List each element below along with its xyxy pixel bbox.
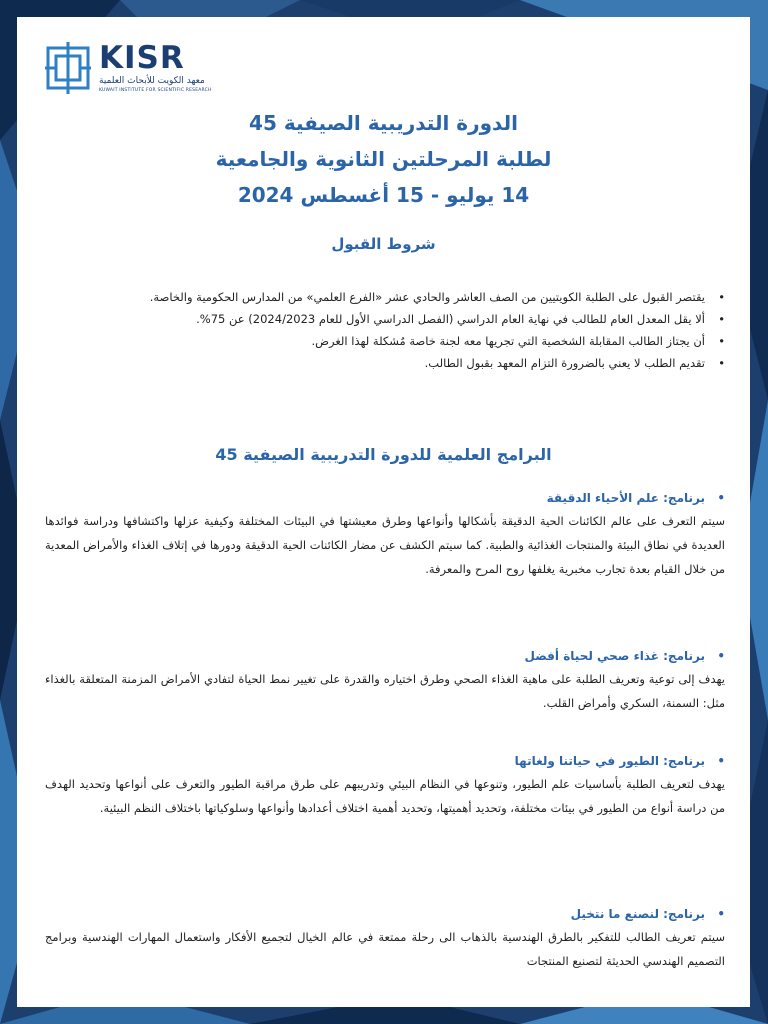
list-item: • أن يجتاز الطالب المقابلة الشخصية التي تجريها معه لجنة خاصة مُشكلة لهذا الغرض. — [45, 331, 725, 351]
title-dates: 14 يوليو - 15 أغسطس 2024 — [237, 183, 530, 207]
list-item: • ألا يقل المعدل العام للطالب في نهاية العام الدراسي (الفصل الدراسي الأول للعام 2024/2023) عن 75%. — [45, 309, 725, 329]
program-description: سيتم تعريف الطالب للتفكير بالطرق الهندسية بالذهاب الى رحلة ممتعة في عالم الخيال لتجميع الأفكار واستعمال المهارات الهندسية وبرامج التصميم الهندسي الحديثة لتصنيع المنتجات — [45, 930, 725, 968]
programs-heading: البرامج العلمية للدورة التدريبية الصيفية 45 — [215, 445, 552, 464]
program-description: سيتم التعرف على عالم الكائنات الحية الدقيقة بأشكالها وأنواعها وطرق معيشتها في البيئات المختلفة وكيفية عزلها واكتشافها ودراسة فوائدها العديدة في نطاق البيئة والمنتجات الغذائية والطبية. كما سيتم الكشف عن مضار الكائنات الحية الدقيقة ودورها في إتلاف الغذاء والأمراض المعدية من خلال القيام بعدة تجارب مخبرية يغلفها روح المرح والمعرفة. — [45, 514, 725, 576]
program-title: • برنامج: غذاء صحي لحياة أفضل — [45, 645, 725, 667]
logo-english-name: KUWAIT INSTITUTE FOR SCIENTIFIC RESEARCH — [99, 88, 212, 93]
title-audience: لطلبة المرحلتين الثانوية والجامعية — [215, 147, 552, 171]
program-title: • برنامج: الطيور في حياتنا ولغاتها — [45, 750, 725, 772]
program-healthy-food — [45, 645, 725, 715]
program-make-what-we-imagine — [45, 903, 725, 973]
list-item: • تقديم الطلب لا يعني بالضرورة التزام المعهد بقبول الطالب. — [45, 353, 725, 373]
program-birds — [45, 750, 725, 820]
program-title: • برنامج: علم الأحياء الدقيقة — [45, 487, 725, 509]
logo-wordmark: KISR — [99, 40, 185, 76]
program-description: يهدف لتعريف الطلبة بأساسيات علم الطيور، وتنوعها في النظام البيئي وتدريبهم على طرق مراقبة الطيور والتعرف على أنواعها وتحديد الهدف من دراسة أنواع من الطيور في بيئات مختلفة، وتحديد أهميتها، وتحديد أهمية اختلاف أعدادها وأنواعها وسلوكياتها باختلاف النظم البيئية. — [45, 777, 725, 815]
list-item: • يقتصر القبول على الطلبة الكويتيين من الصف العاشر والحادي عشر «الفرع العلمي» من المدارس الحكومية والخاصة. — [45, 287, 725, 307]
flyer-page — [17, 17, 750, 1007]
program-description: يهدف إلى توعية وتعريف الطلبة على ماهية الغذاء الصحي وطرق اختياره والقدرة على تغيير نمط الحياة لتفادي الأمراض المزمنة المتعلقة بالغذاء مثل: السمنة، السكري وأمراض القلب. — [45, 672, 725, 710]
program-title: • برنامج: لنصنع ما نتخيل — [45, 903, 725, 925]
admission-heading: شروط القبول — [331, 235, 436, 253]
title-course: الدورة التدريبية الصيفية 45 — [249, 111, 518, 135]
logo-arabic-name: معهد الكويت للأبحاث العلمية — [99, 76, 205, 86]
kisr-emblem-icon — [45, 40, 91, 96]
kisr-logo — [45, 40, 212, 100]
admission-conditions-list — [45, 287, 725, 375]
program-microbiology — [45, 487, 725, 581]
